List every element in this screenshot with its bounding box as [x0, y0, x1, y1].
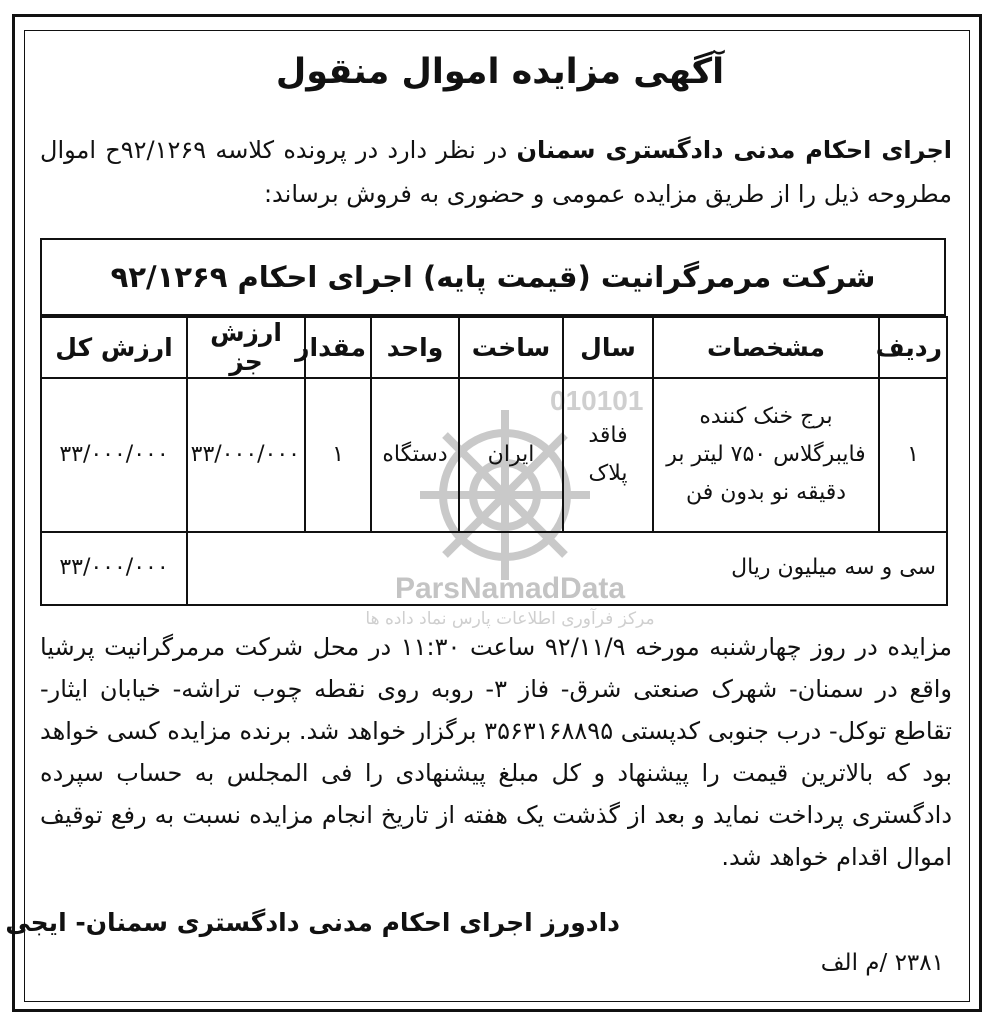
- cell-quantity: ۱: [305, 378, 371, 532]
- auction-table: [40, 238, 946, 606]
- auction-details-paragraph: مزایده در روز چهارشنبه مورخه ۹۲/۱۱/۹ ساعت ۱۱:۳۰ در محل شرکت مرمرگرانیت پرشیا واقع در سمنان- شهرک صنعتی شرق- فاز ۳- روبه روی نقطه چوب تراشه- خیابان ایثار- تقاطع توکل- درب جنوبی کدپستی ۳۵۶۳۱۶۸۸۹۵ برگزار خواهد شد. برنده مزایده کسی خواهد بود که بالاترین قیمت را پیشنهاد و کل مبلغ پیشنهادی را فی المجلس به حساب سپرده دادگستری پرداخت نماید و بعد از گذشت یک هفته از تاریخ انجام مزایده نسبت به رفع توقیف اموال اقدام خواهد شد.: [40, 633, 953, 871]
- cell-specs: برج خنک کننده فایبرگلاس ۷۵۰ لیتر بر دقیقه نو بدون فن: [653, 378, 879, 532]
- signature: دادورز اجرای احکام مدنی دادگستری سمنان- ایجی: [5, 908, 620, 937]
- intro-paragraph: [40, 128, 952, 216]
- cell-row: ۱: [879, 378, 947, 532]
- court-name: اجرای احکام مدنی دادگستری سمنان: [516, 136, 952, 164]
- total-in-words: سی و سه میلیون ریال: [187, 532, 947, 605]
- table-header: شرکت مرمرگرانیت (قیمت پایه) اجرای احکام ۹۲/۱۲۶۹: [40, 238, 946, 316]
- col-specs: مشخصات: [653, 317, 879, 378]
- col-total-price: ارزش کل: [41, 317, 187, 378]
- col-made-in: ساخت: [459, 317, 563, 378]
- intro-text: در نظر دارد در پرونده کلاسه ۹۲/۱۲۶۹ح اموال مطروحه ذیل را از طریق مزایده عمومی و حضوری به فروش برساند:: [40, 136, 952, 208]
- table-total-row: [41, 532, 947, 605]
- cell-year: فاقد پلاک: [563, 378, 653, 532]
- col-unit: واحد: [371, 317, 459, 378]
- reference-number: ۲۳۸۱ /م الف: [820, 950, 944, 976]
- table-head-row: [41, 317, 947, 378]
- col-quantity: مقدار: [305, 317, 371, 378]
- table-row: [41, 378, 947, 532]
- total-value: ۳۳/۰۰۰/۰۰۰: [41, 532, 187, 605]
- cell-made-in: ایران: [459, 378, 563, 532]
- items-table: [40, 316, 948, 606]
- notice-title: آگهی مزایده اموال منقول: [275, 52, 725, 92]
- cell-unit: دستگاه: [371, 378, 459, 532]
- watermark-brand: ParsNamadData: [394, 572, 626, 605]
- cell-total-price: ۳۳/۰۰۰/۰۰۰: [41, 378, 187, 532]
- cell-unit-price: ۳۳/۰۰۰/۰۰۰: [187, 378, 305, 532]
- watermark-binary: 010101: [550, 385, 644, 416]
- col-year: سال: [563, 317, 653, 378]
- col-row: ردیف: [879, 317, 947, 378]
- col-unit-price: ارزش جز: [187, 317, 305, 378]
- watermark-subtitle: مرکز فرآوری اطلاعات پارس نماد داده ها: [365, 609, 655, 629]
